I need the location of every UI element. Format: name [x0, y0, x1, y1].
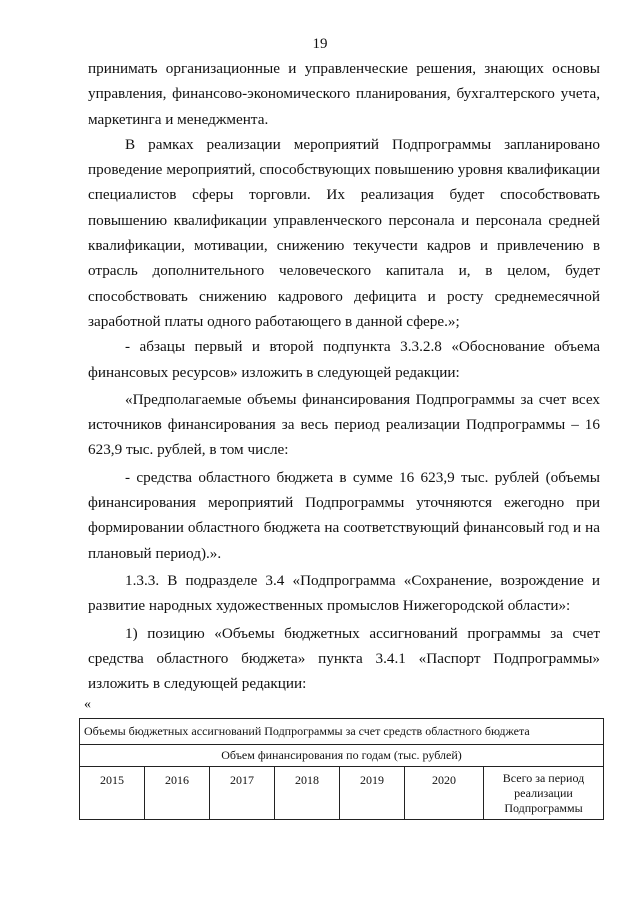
paragraph-5: - средства областного бюджета в сумме 16 623,9 тыс. рублей (объемы финансирования мероприятий Подпрограммы уточняются ежегодно при формировании областного бюджета на соответствующий финансовый год и на плановый период).».	[88, 468, 600, 562]
page-number: 19	[312, 36, 328, 52]
quote-open: «	[84, 697, 91, 712]
year-cell: 2020	[405, 767, 484, 820]
table-subtitle: Объем финансирования по годам (тыс. рублей)	[80, 745, 604, 767]
table-subtitle-row	[80, 745, 604, 767]
year-cell: 2018	[275, 767, 340, 820]
paragraph-1: принимать организационные и управленческие решения, знающих основы управления, финансово-экономического планирования, бухгалтерского учета, маркетинга и менеджмента.	[88, 60, 600, 128]
paragraph-6: 1.3.3. В подразделе 3.4 «Подпрограмма «Сохранение, возрождение и развитие народных художественных промыслов Нижегородской области»:	[88, 571, 600, 615]
body-text	[88, 56, 600, 696]
funding-table	[79, 718, 604, 820]
table-title: Объемы бюджетных ассигнований Подпрограммы за счет средств областного бюджета	[80, 719, 604, 745]
year-cell: 2019	[340, 767, 405, 820]
year-cell: 2016	[145, 767, 210, 820]
table-years-row	[80, 767, 604, 820]
paragraph-4: «Предполагаемые объемы финансирования Подпрограммы за счет всех источников финансирования за весь период реализации Подпрограммы – 16 623,9 тыс. рублей, в том числе:	[88, 390, 600, 459]
year-cell: 2017	[210, 767, 275, 820]
paragraph-3: - абзацы первый и второй подпункта 3.3.2.8 «Обоснование объема финансовых ресурсов» изложить в следующей редакции:	[88, 338, 600, 381]
table-title-row	[80, 719, 604, 745]
year-cell: 2015	[80, 767, 145, 820]
total-header-cell: Всего за период реализации Подпрограммы	[484, 767, 604, 820]
paragraph-7: 1) позицию «Объемы бюджетных ассигнований программы за счет средства областного бюджета» пункта 3.4.1 «Паспорт Подпрограммы» изложить в следующей редакции:	[88, 624, 600, 693]
paragraph-2: В рамках реализации мероприятий Подпрограммы запланировано проведение мероприятий, способствующих повышению уровня квалификации специалистов сферы торговли. Их реализация будет способствовать повышению квалификации управленческого персонала и персонала средней квалификации, мотивации, снижению текучести кадров и привлечению в отрасль дополнительного человеческого капитала и, в целом, будет способствовать снижению кадрового дефицита и росту среднемесячной заработной платы одного работающего в данной сфере.»;	[88, 135, 600, 330]
